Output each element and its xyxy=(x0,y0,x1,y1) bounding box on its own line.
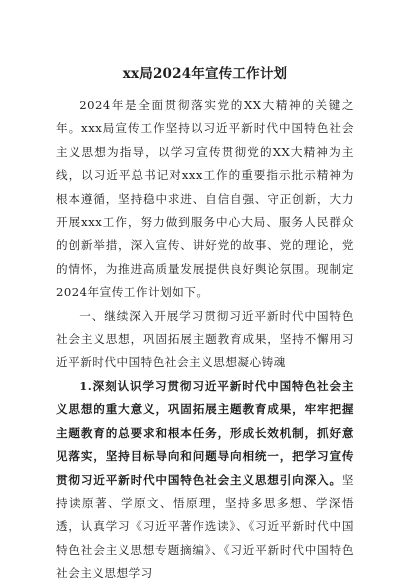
item-1-paragraph xyxy=(56,375,354,586)
item-1-bold-text: 1.深刻认识学习贯彻习近平新时代中国特色社会主义思想的重大意义，巩固拓展主题教育成果，牢牢把握主题教育的总要求和根本任务，形成长效机制，抓好意见落实，坚持目标导向和问题导向相统一，把学习宣传贯彻习近平新时代中国特色社会主义思想引向深入。 xyxy=(56,378,354,487)
section-1-heading: 一、继续深入开展学习贯彻习近平新时代中国特色社会主义思想，巩固拓展主题教育成果，坚持不懈用习近平新时代中国特色社会主义思想凝心铸魂 xyxy=(56,308,354,370)
intro-paragraph: 2024年是全面贯彻落实党的XX大精神的关键之年。xxx局宣传工作坚持以习近平新时代中国特色社会主义思想为指导，以学习宣传贯彻党的XX大精神为主线，以习近平总书记对xxx工作的重要指示批示精神为根本遵循，坚持稳中求进、自信自强、守正创新，大力开展xxx工作，努力做到服务中心大局、服务人民群众的创新举措，深入宣传、讲好党的故事、党的理论，党的情怀，为推进高质量发展提供良好舆论氛围。现制定2024年宣传工作计划如下。 xyxy=(56,98,354,300)
item-1-body-text: 坚持读原著、学原文、悟原理，坚持多思多想、学深悟透，认真学习《习近平著作选读》、《习近平新时代中国特色社会主义思想专题摘编》、《习近平新时代中国特色社会主义思想学习 xyxy=(56,472,354,581)
document-title: xx局2024年宣传工作计划 xyxy=(122,66,288,82)
